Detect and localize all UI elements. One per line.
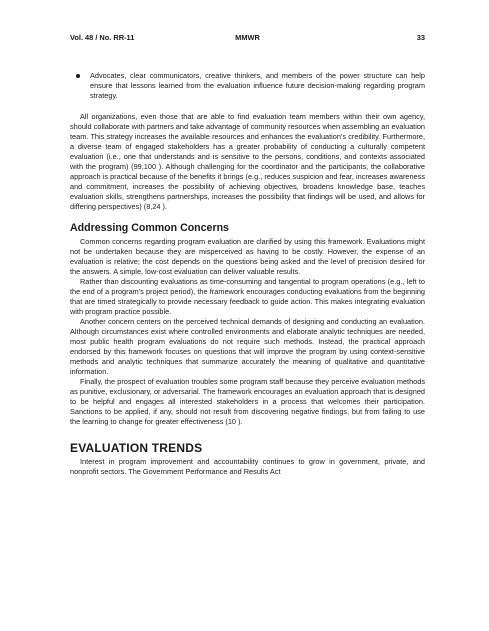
bullet-icon [76, 74, 80, 78]
page-number: 33 [416, 33, 425, 42]
volume-label: Vol. 48 / No. RR-11 [70, 33, 135, 42]
section-heading-concerns: Addressing Common Concerns [70, 222, 229, 234]
bullet-item [70, 71, 425, 101]
body-paragraph: All organizations, even those that are able to find evaluation team members within their own agency, should collaborate with partners and take advantage of community resources when assembling an evaluation team. This strategy increases the available resources and enhances the evaluation's credibility. Furthermore, a diverse team of engaged stakeholders has a greater probability of conducting a culturally competent evaluation (i.e., one that understands and is sensitive to the persons, conditions, and contexts associated with the program) (99,100 ). Although challenging for the coordinator and the participants, the collaborative approach is practical because of the benefits it brings (e.g., reduces suspicion and fear, increases awareness and commitment, increases the possibility of achieving objectives, broadens knowledge base, teaches evaluation skills, strengthens partnerships, increases the possibility that findings will be used, and allows for differing perspectives) (8,24 ). [70, 112, 425, 211]
body-paragraph: Interest in program improvement and accountability continues to grow in government, private, and nonprofit sectors. The Government Performance and Results Act [70, 457, 425, 476]
body-paragraph: Rather than discounting evaluations as time-consuming and tangential to program operations (e.g., left to the end of a program's project period), the framework encourages conducting evaluations from the beginning that are timed strategically to provide necessary feedback to guide action. This makes integrating evaluation with program practice possible. [70, 277, 425, 316]
journal-title: MMWR [235, 33, 260, 42]
running-header [70, 33, 425, 45]
body-paragraph: Another concern centers on the perceived technical demands of designing and conducting an evaluation. Although circumstances exist where controlled environments and elaborate analytic techniques are needed, most public health program evaluations do not require such methods. Instead, the practical approach endorsed by this framework focuses on questions that will improve the program by using context-sensitive methods and analytic techniques that summarize accurately the meaning of qualitative and quantitative information. [70, 317, 425, 376]
body-paragraph: Finally, the prospect of evaluation troubles some program staff because they perceive evaluation methods as punitive, exclusionary, or adversarial. The framework encourages an evaluation approach that is designed to be helpful and engages all interested stakeholders in a process that welcomes their participation. Sanctions to be applied, if any, should not result from discovering negative findings, but from failing to use the learning to change for greater effectiveness (10 ). [70, 377, 425, 426]
page-content [70, 71, 425, 477]
body-paragraph: Common concerns regarding program evaluation are clarified by using this framework. Evaluations might not be undertaken because they are misperceived as having to be costly. However, the expense of an evaluation is relative; the cost depends on the questions being asked and the level of precision desired for the answers. A simple, low-cost evaluation can deliver valuable results. [70, 237, 425, 276]
section-heading-trends: EVALUATION TRENDS [70, 441, 203, 455]
bullet-text: Advocates, clear communicators, creative thinkers, and members of the power structure can help ensure that lessons learned from the evaluation influence future decision-making regarding program strategy. [90, 71, 425, 100]
